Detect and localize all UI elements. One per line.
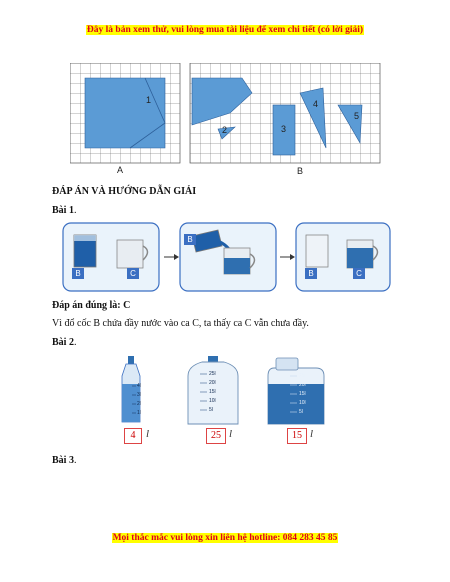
shape-label-2: 2 — [222, 125, 228, 135]
cup-label-c-1: C — [127, 268, 139, 279]
shape-label-1: 1 — [146, 95, 152, 105]
bai2-unit-2: l — [229, 428, 233, 440]
shape-label-4: 4 — [313, 99, 319, 109]
cup-label-b-1: B — [72, 268, 84, 279]
bai1-title: Bài 1. — [52, 205, 77, 216]
grid-a-rectangle — [85, 78, 165, 148]
shape-label-5: 5 — [354, 111, 360, 121]
canister-marks: 25l 20l 15l 10l 5l — [299, 373, 306, 415]
jug-marks: 25l 20l 15l 10l 5l — [209, 371, 216, 413]
cup-label-c-2: C — [353, 268, 365, 279]
cup-label-b-3: B — [305, 268, 317, 279]
shape-grid-figure — [70, 63, 382, 175]
bai2-unit-1: l — [146, 428, 150, 440]
cup-label-b-2: B — [184, 234, 196, 245]
figure-label-a: A — [117, 165, 124, 175]
bai1-answer: Đáp án đúng là: C — [52, 300, 131, 311]
figure-label-b: B — [297, 166, 304, 176]
bai1-cups-illustration — [62, 222, 392, 294]
header-notice-text: Đây là bản xem thử, vui lòng mua tài liệu để xem chi tiết (có lời giải) — [86, 25, 364, 35]
bai2-answer-bottle: 4 — [124, 428, 142, 444]
bai1-explanation: Vì đổ cốc B chứa đầy nước vào ca C, ta thấy ca C vẫn chưa đầy. — [52, 318, 309, 329]
header-notice — [0, 25, 450, 35]
bai2-unit-3: l — [310, 428, 314, 440]
bai2-answer-jug: 25 — [206, 428, 226, 444]
footer-notice-text: Mọi thắc mắc vui lòng xin liên hệ hotline: 084 283 45 85 — [112, 533, 338, 543]
footer-notice — [0, 533, 450, 543]
shape-label-3: 3 — [281, 124, 287, 134]
bai2-answer-canister: 15 — [287, 428, 307, 444]
bai3-title: Bài 3. — [52, 455, 77, 466]
solution-heading: ĐÁP ÁN VÀ HƯỚNG DẪN GIẢI — [52, 186, 197, 197]
bai2-title: Bài 2. — [52, 337, 77, 348]
bottle-marks: 4l 3l 2l 1l — [137, 383, 141, 416]
